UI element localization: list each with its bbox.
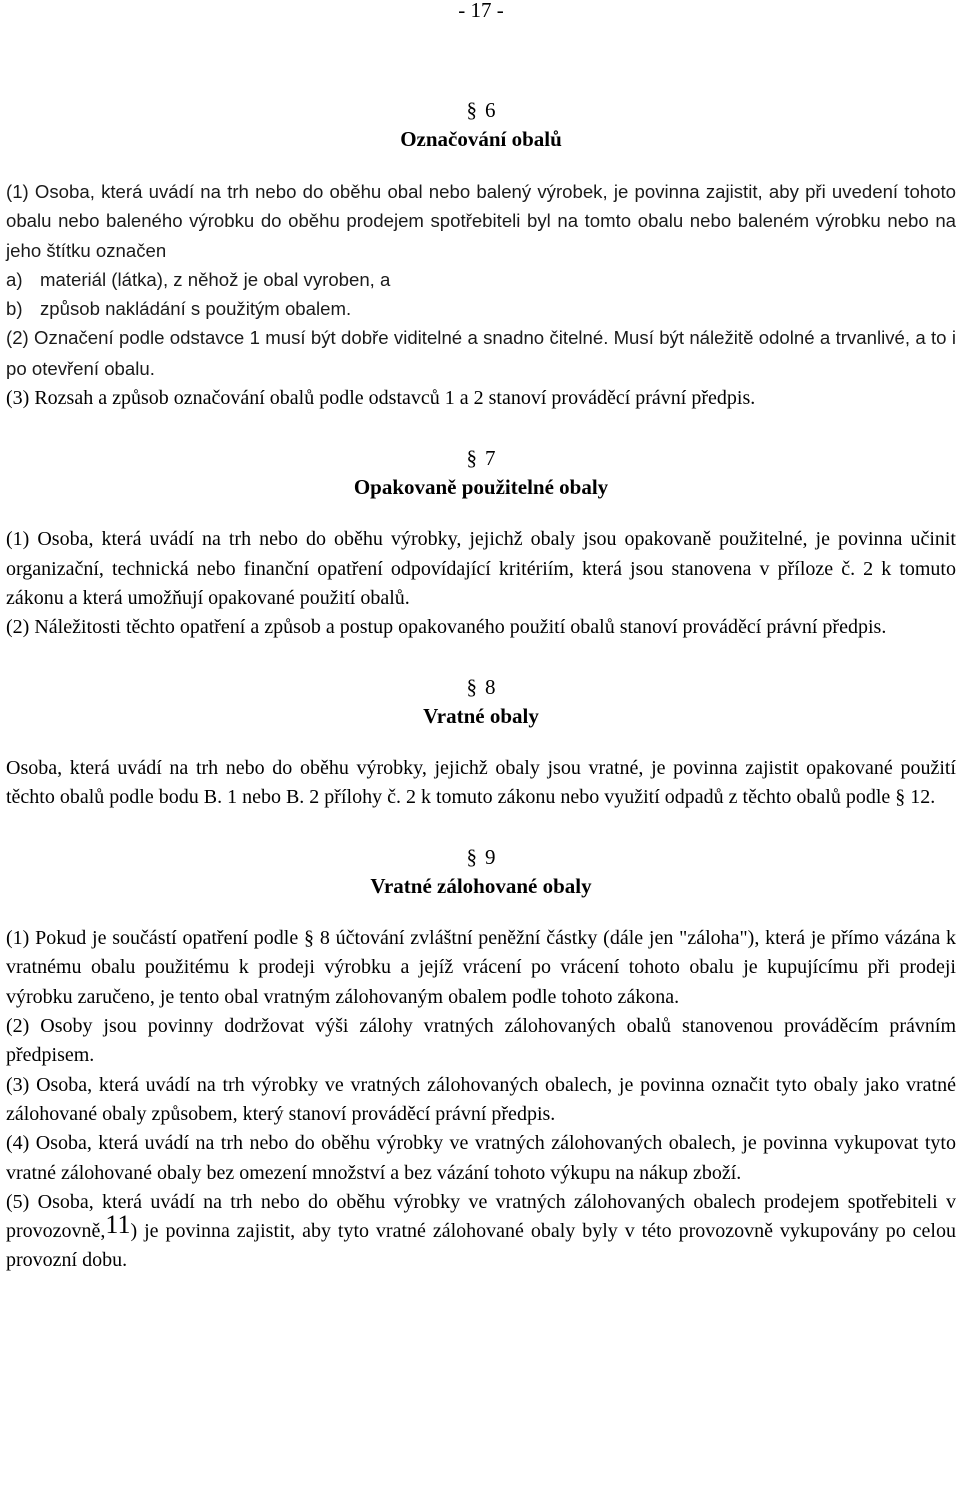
item-text: způsob nakládání s použitým obalem. [40, 298, 352, 320]
section-symbol: § [466, 845, 477, 870]
section-6-item-b [6, 294, 956, 323]
section-symbol: § [466, 446, 477, 471]
section-9-title: Vratné zálohované obaly [370, 874, 592, 899]
section-symbol: § [466, 98, 477, 122]
document-page [6, 0, 956, 1276]
section-6-title: Označování obalů [400, 127, 562, 151]
section-number: 9 [485, 845, 496, 870]
section-9-paragraph-3: (3) Osoba, která uvádí na trh výrobky ve vratných zálohovaných obalech, je povinna označit tyto obaly jako vratné zálohované obaly způsobem, který stanoví prováděcí právní předpis. [6, 1073, 956, 1125]
section-number: 8 [485, 674, 496, 699]
section-9-paragraph-5 [6, 1188, 956, 1276]
section-7-heading-number [6, 444, 956, 472]
section-7-paragraph-2: (2) Náležitosti těchto opatření a způsob a postup opakovaného použití obalů stanoví prováděcí právní předpis. [6, 616, 887, 639]
section-8-title: Vratné obaly [423, 703, 539, 728]
section-9-paragraph-2: (2) Osoby jsou povinny dodržovat výši zálohy vratných zálohovaných obalů stanovenou prováděcím právním předpisem. [6, 1015, 956, 1067]
section-6-item-a [6, 265, 956, 294]
section-6 [6, 96, 956, 413]
paragraph-5-text-before: (5) Osoba, která uvádí na trh nebo do oběhu výrobky ve vratných zálohovaných obalech prodejem spotřebiteli v provozovně, [6, 1190, 956, 1243]
section-symbol: § [466, 674, 477, 699]
section-8-paragraph-1: Osoba, která uvádí na trh nebo do oběhu výrobky, jejichž obaly jsou vratné, je povinna zajistit opakované použití těchto obalů podle bodu B. 1 nebo B. 2 přílohy č. 2 k tomuto zákonu nebo využití odpadů z těchto obalů podle § 12. [6, 756, 956, 808]
item-marker: a) [6, 268, 23, 290]
paragraph-2-sans-part: (2) Označení podle odstavce 1 musí být dobře viditelné a snadno čitelné. [6, 327, 609, 349]
section-9-paragraph-4: (4) Osoba, která uvádí na trh nebo do oběhu výrobky ve vratných zálohovaných obalech, je povinna vykupovat tyto vratné zálohované obaly bez omezení množství a bez vázání tohoto výkupu na nákup zboží. [6, 1132, 956, 1184]
section-7 [6, 444, 956, 642]
section-8-heading-number [6, 673, 956, 701]
section-number: 7 [485, 446, 496, 471]
section-7-title: Opakovaně použitelné obaly [353, 475, 609, 500]
section-6-paragraph-1: (1) Osoba, která uvádí na trh nebo do oběhu obal nebo balený výrobek, je povinna zajistit, aby při uvedení tohoto obalu nebo baleného výrobku do oběhu prodejem spotřebiteli byl na tomto obalu nebo baleném výrobku nebo na jeho štítku označen [6, 181, 956, 261]
section-9 [6, 843, 956, 1276]
paragraph-5-text-after: ) je povinna zajistit, aby tyto vratné zálohované obaly byly v této provozovně vykupovány po celou provozní dobu. [6, 1220, 956, 1272]
section-6-paragraph-3: (3) Rozsah a způsob označování obalů podle odstavců 1 a 2 stanoví prováděcí právní předpis. [6, 387, 756, 410]
item-text: materiál (látka), z něhož je obal vyroben, a [40, 268, 391, 290]
section-9-heading-number [6, 843, 956, 871]
paragraph-2-continuation: Musí být náležitě odolné a trvanlivé, a to i po otevření obalu. [6, 327, 956, 379]
section-6-paragraph-2 [6, 323, 956, 384]
item-marker: b) [6, 298, 23, 320]
section-number: 6 [485, 98, 496, 122]
footnote-reference[interactable]: 11 [105, 1210, 131, 1240]
section-7-paragraph-1: (1) Osoba, která uvádí na trh nebo do oběhu výrobky, jejichž obaly jsou opakovaně použitelné, je povinna učinit organizační, technická nebo finanční opatření odpovídající kritériím, která jsou stanovena v příloze č. 2 k tomuto zákonu a která umožňují opakované použití obalů. [6, 528, 956, 609]
section-9-paragraph-1: (1) Pokud je součástí opatření podle § 8 účtování zvláštní peněžní částky (dále jen "záloha"), která je přímo vázána k vratnému obalu použitému k prodeji výrobku a jejíž vrácení po vrácení tohoto obalu je kupujícímu při prodeji výrobku zaručeno, je tento obal vratným zálohovaným obalem podle tohoto zákona. [6, 927, 956, 1008]
section-6-heading-number [6, 96, 956, 124]
section-8 [6, 673, 956, 813]
page-number: - 17 - [458, 0, 504, 22]
